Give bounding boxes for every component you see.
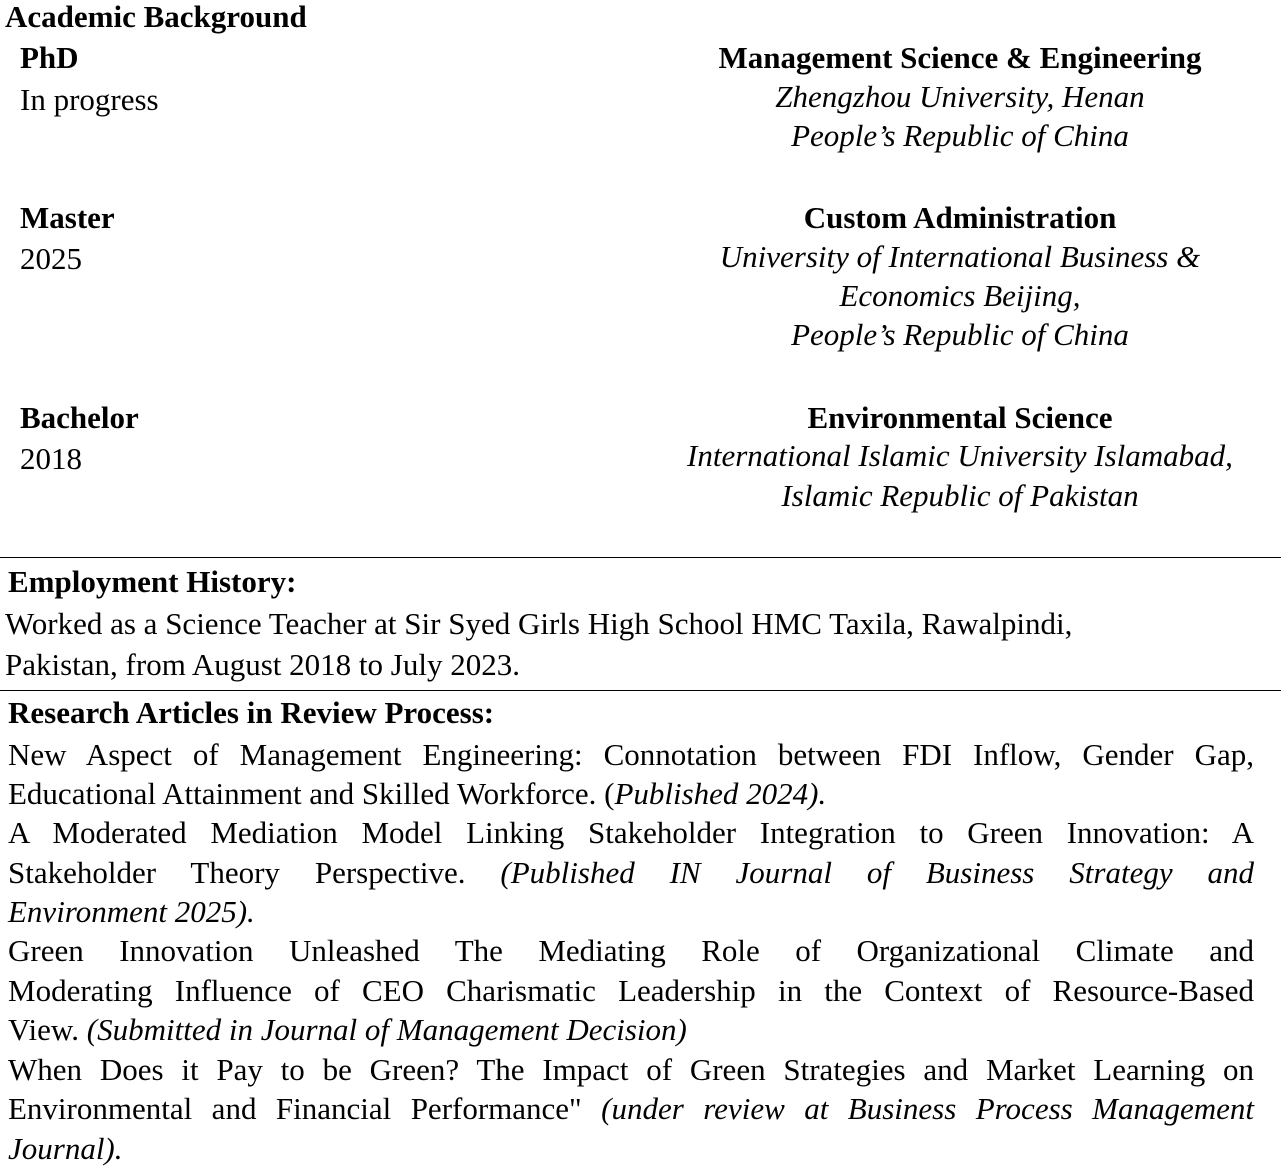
article-line: Environment 2025). — [8, 894, 255, 929]
article-line: View. (Submitted in Journal of Management Decision) — [8, 1012, 687, 1047]
article-line: When Does it Pay to be Green? The Impact of Green Strategies and Market Learning on — [8, 1052, 1254, 1087]
article-line: Moderating Influence of CEO Charismatic Leadership in the Context of Resource-Based — [8, 973, 1254, 1008]
section-heading: Academic Background — [5, 0, 307, 34]
divider — [0, 557, 1281, 558]
article-line: Educational Attainment and Skilled Workforce. (Published 2024). — [8, 776, 827, 811]
field: Environmental Science — [807, 400, 1113, 435]
article-line: Journal). — [8, 1131, 123, 1166]
institution-line: Islamic Republic of Pakistan — [781, 478, 1139, 513]
employment-text: Worked as a Science Teacher at Sir Syed Girls High School HMC Taxila, Rawalpindi, — [5, 606, 1073, 641]
section-heading: Employment History: — [8, 564, 297, 599]
degree-year: 2025 — [20, 241, 82, 276]
article-line: New Aspect of Management Engineering: Connotation between FDI Inflow, Gender Gap, — [8, 737, 1254, 772]
section-heading: Research Articles in Review Process: — [8, 695, 495, 730]
institution-line: Zhengzhou University, Henan — [775, 79, 1145, 114]
field: Custom Administration — [803, 200, 1117, 235]
institution-line: People’s Republic of China — [791, 118, 1129, 153]
degree-year: In progress — [20, 82, 159, 117]
article-line: Green Innovation Unleashed The Mediating Role of Organizational Climate and — [8, 933, 1254, 968]
article-line: Stakeholder Theory Perspective. (Published IN Journal of Business Strategy and — [8, 855, 1254, 890]
institution-line: People’s Republic of China — [791, 317, 1129, 352]
article-line: Environmental and Financial Performance" (under review at Business Process Management — [8, 1091, 1254, 1126]
institution-line: Economics Beijing, — [839, 278, 1081, 313]
article-line: A Moderated Mediation Model Linking Stakeholder Integration to Green Innovation: A — [8, 815, 1254, 850]
degree: Master — [20, 200, 115, 235]
institution-line: University of International Business & — [719, 239, 1201, 274]
field: Management Science & Engineering — [718, 40, 1202, 75]
institution-line: International Islamic University Islamabad, — [687, 438, 1233, 473]
degree: Bachelor — [20, 400, 139, 435]
degree: PhD — [20, 40, 79, 75]
employment-text: Pakistan, from August 2018 to July 2023. — [5, 647, 520, 682]
degree-year: 2018 — [20, 441, 82, 476]
divider — [0, 690, 1281, 691]
